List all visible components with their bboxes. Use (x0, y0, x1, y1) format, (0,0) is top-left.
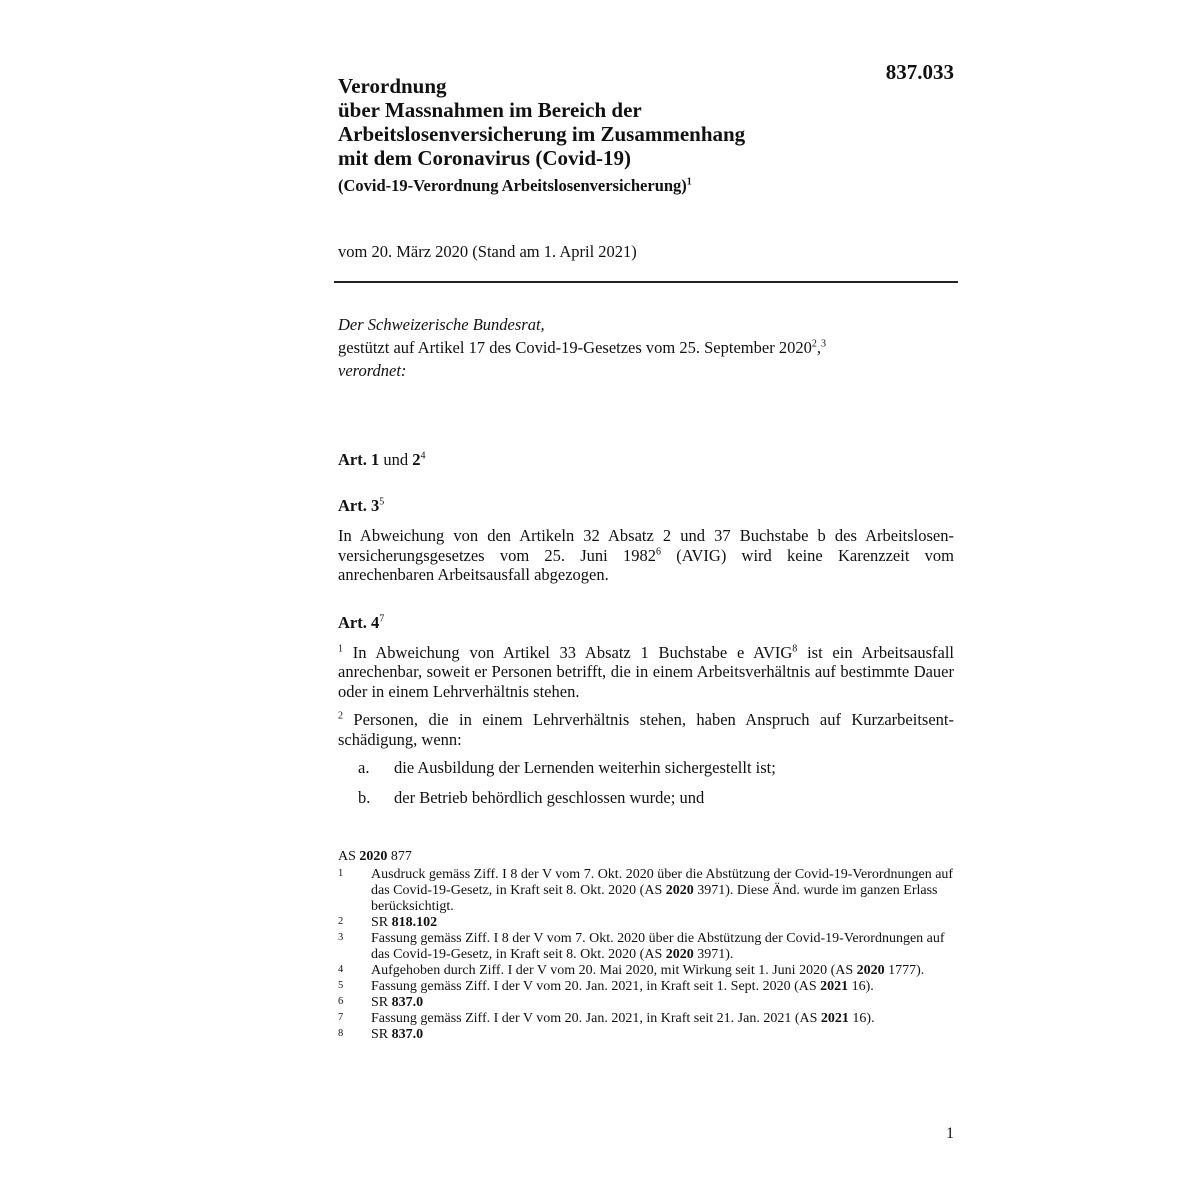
footnote-text-part: SR (371, 995, 392, 1010)
footnote (338, 931, 958, 963)
title-line: über Massnahmen im Bereich der (338, 98, 642, 122)
footnote-bold: 818.102 (391, 915, 438, 930)
article-heading-3 (338, 496, 954, 516)
footnote-text (371, 979, 958, 995)
source-suffix: 877 (387, 849, 412, 864)
article-4-paragraph-1 (338, 643, 954, 702)
footnote-text-part: 3971). (693, 947, 734, 962)
footnote-ref[interactable]: 2 (811, 338, 817, 350)
footnote-number: 2 (338, 916, 344, 927)
footnote-ref[interactable]: 5 (379, 496, 385, 508)
footnotes (338, 849, 958, 1043)
list-item-text: die Ausbildung der Lernenden weiterhin sichergestellt ist; (394, 758, 776, 777)
footnote-bold: 2021 (820, 1011, 849, 1026)
footnote-bold: 2020 (856, 963, 885, 978)
article-4-paragraph-2 (338, 710, 954, 749)
list-item-letter: a. (358, 758, 370, 777)
preamble (338, 313, 958, 382)
paragraph-text: ist ein Arbeitsausfall anrechenbar, soweit er Personen betrifft, die in einem Arbeitsverhältnis auf bestimmte Dauer oder in einem Lehrverhältnis stehen. (338, 642, 954, 701)
footnote (338, 979, 958, 995)
footnote-number: 1 (338, 868, 344, 879)
footnote (338, 1011, 958, 1027)
article-label-mid: und (379, 450, 413, 469)
date-line: vom 20. März 2020 (Stand am 1. April 2021) (338, 242, 637, 261)
footnote-number: 7 (338, 1012, 344, 1023)
spacer (338, 594, 954, 613)
footnote-ref[interactable]: 6 (655, 546, 661, 557)
footnote-bold: 2020 (665, 947, 694, 962)
footnote-text (371, 1011, 958, 1027)
spacer (338, 480, 954, 496)
footnote-text-part: Fassung gemäss Ziff. I 8 der V vom 7. Okt. 2020 über die Abstützung der Covid-19-Verordnungen auf das Covid-19-Gesetz, in Kraft seit 8. Okt. 2020 (AS (371, 931, 945, 962)
footnote-bold: 837.0 (391, 1027, 424, 1042)
footnote (338, 963, 958, 979)
footnote-number: 6 (338, 996, 344, 1007)
sr-number: 837.033 (885, 60, 954, 84)
paragraph-number: 2 (338, 710, 343, 722)
footnote-text (371, 931, 958, 963)
preamble-verb: verordnet: (338, 361, 407, 380)
list-item (338, 758, 954, 778)
footnote-text-part: Fassung gemäss Ziff. I der V vom 20. Jan. 2021, in Kraft seit 21. Jan. 2021 (AS (371, 1011, 821, 1026)
subtitle-text: (Covid-19-Verordnung Arbeitslosenversicherung) (338, 176, 687, 195)
article-label: Art. 4 (338, 612, 380, 632)
footnote-text (371, 915, 958, 931)
footnote (338, 1027, 958, 1043)
footnote (338, 867, 958, 915)
footnote-text (371, 1027, 958, 1043)
subtitle (338, 175, 898, 197)
divider (334, 281, 958, 283)
title-line: Verordnung (338, 74, 447, 98)
footnote-bold: 2021 (820, 979, 849, 994)
footnote-text-part: SR (371, 915, 392, 930)
preamble-separator: , (816, 338, 821, 357)
footnote-bold: 2020 (665, 883, 694, 898)
footnote-text-part: Fassung gemäss Ziff. I der V vom 20. Jan. 2021, in Kraft seit 1. Sept. 2020 (AS (371, 979, 821, 994)
footnote-number: 5 (338, 980, 344, 991)
footnote-ref[interactable]: 3 (820, 338, 826, 350)
footnote-number: 8 (338, 1028, 344, 1039)
footnote-text-part: 16). (848, 1011, 875, 1026)
article-label: Art. 3 (338, 496, 380, 515)
paragraph-text: (AVIG) wird keine Karenzzeit vom anrechenbaren Arbeitsausfall abgezogen. (338, 545, 954, 584)
paragraph-text: Personen, die in einem Lehrverhältnis stehen, haben Anspruch auf Kurzarbeitsentschädigung, wenn: (338, 710, 954, 749)
title-block (338, 74, 898, 197)
footnote-text-part: 16). (848, 979, 874, 994)
footnote-text-part: 1777). (884, 963, 925, 978)
footnote-text-part: Ausdruck gemäss Ziff. I 8 der V vom 7. Okt. 2020 über die Abstützung der Covid-19-Verordnungen auf das Covid-19-Gesetz, in Kraft seit 8. Okt. 2020 (AS (371, 867, 954, 898)
preamble-authority: Der Schweizerische Bundesrat, (338, 315, 545, 334)
footnote-bold: 837.0 (391, 995, 424, 1010)
footnote (338, 995, 958, 1011)
article-label: Art. 1 (338, 450, 380, 469)
footnote-ref[interactable]: 8 (792, 643, 798, 654)
footnote-ref[interactable]: 7 (379, 613, 385, 624)
title-line: Arbeitslosenversicherung im Zusammenhang (338, 122, 746, 146)
preamble-basis (338, 336, 958, 359)
footnote (338, 915, 958, 931)
footnote-text (371, 995, 958, 1011)
title-line: mit dem Coronavirus (Covid-19) (338, 146, 632, 170)
article-heading-1-2 (338, 450, 954, 470)
list-item (338, 788, 954, 808)
footnote-ref[interactable]: 4 (420, 450, 426, 462)
footnote-text-part: Aufgehoben durch Ziff. I der V vom 20. Mai 2020, mit Wirkung seit 1. Juni 2020 (AS (371, 963, 857, 978)
conditions-list (338, 758, 954, 807)
list-item-text: der Betrieb behördlich geschlossen wurde; und (394, 787, 705, 807)
list-item-letter: b. (358, 787, 371, 807)
page-number: 1 (946, 1125, 954, 1142)
footnote-text-part: SR (371, 1027, 392, 1042)
footnote-number: 3 (338, 932, 344, 943)
paragraph-number: 1 (338, 643, 343, 654)
source-prefix: AS (338, 849, 360, 864)
footnote-text (371, 963, 958, 979)
article-3-paragraph (338, 526, 954, 585)
article-heading-4 (338, 613, 954, 633)
footnote-source (338, 849, 958, 865)
footnote-text-part: 3971). Diese Änd. wurde im ganzen Erlass berücksichtigt. (371, 883, 938, 914)
source-year: 2020 (359, 849, 388, 864)
paragraph-text: In Abweichung von den Artikeln 32 Absatz 2 und 37 Buchstabe b des Arbeitslosenversicherungsgesetzes vom 25. Juni 1982 (338, 526, 954, 565)
footnote-ref[interactable]: 1 (686, 176, 692, 188)
articles (338, 450, 954, 817)
footnote-text (371, 867, 958, 915)
article-label: 2 (412, 450, 421, 469)
footnote-number: 4 (338, 964, 344, 975)
preamble-basis-text: gestützt auf Artikel 17 des Covid-19-Gesetzes vom 25. September 2020 (338, 338, 812, 357)
paragraph-text: In Abweichung von Artikel 33 Absatz 1 Buchstabe e AVIG (343, 642, 793, 662)
